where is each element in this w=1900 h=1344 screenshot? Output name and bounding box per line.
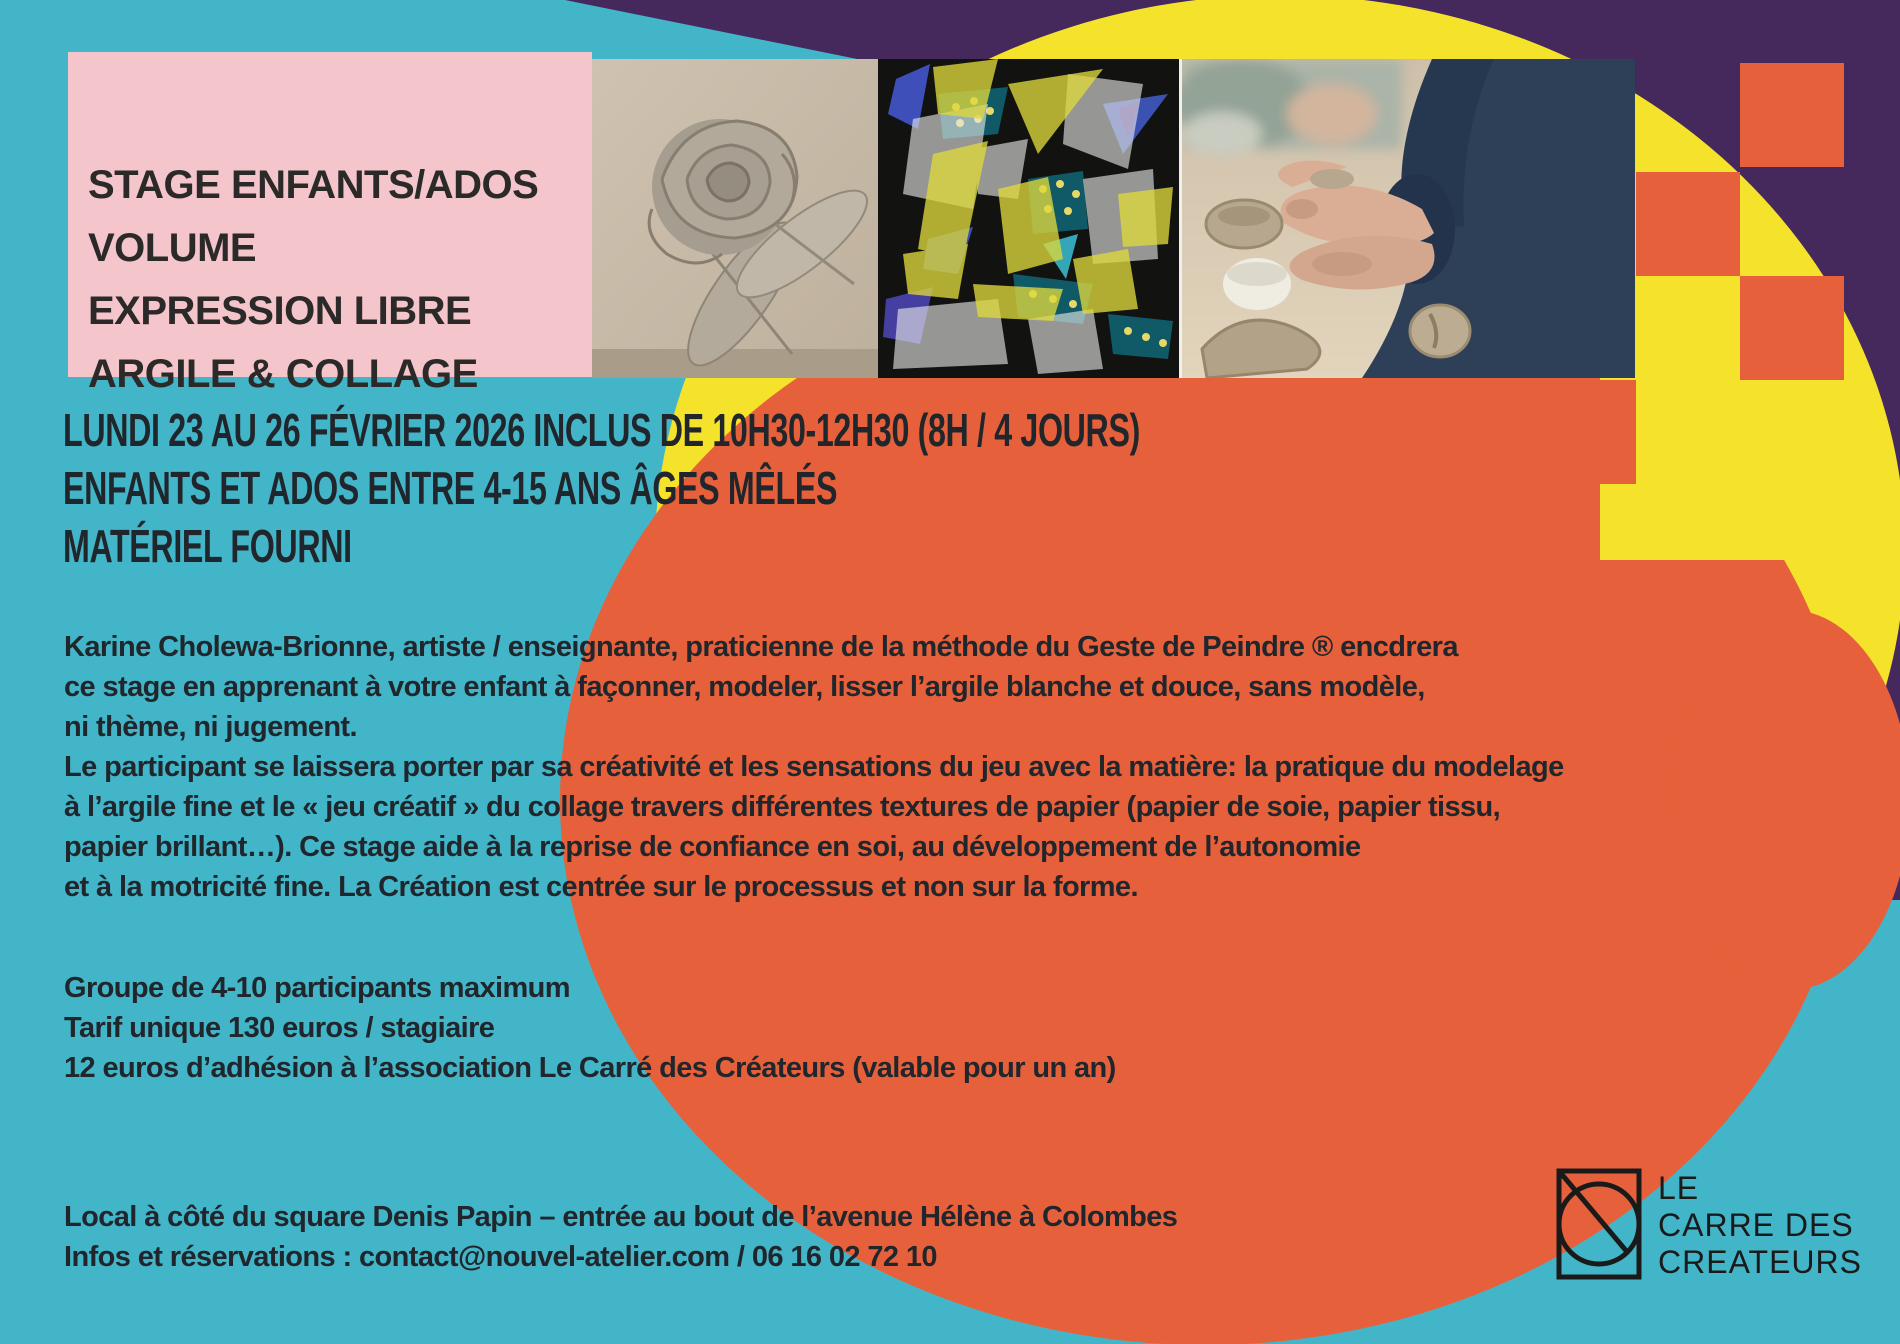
pricing-line-2: Tarif unique 130 euros / stagiaire [64, 1012, 495, 1044]
background-child-icon [1182, 59, 1402, 156]
title-badge [68, 52, 592, 396]
description-line: ce stage en apprenant à votre enfant à façonner, modeler, lisser l’argile blanche et douce, sans modèle, [64, 671, 1425, 703]
logo-wordmark [1658, 1170, 1862, 1281]
description-line: Karine Cholewa-Brionne, artiste / enseignante, praticienne de la méthode du Geste de Peindre ® encdrera [64, 631, 1458, 663]
badge-line-1: STAGE ENFANTS/ADOS [88, 163, 539, 207]
badge-line-3: EXPRESSION LIBRE [88, 289, 472, 333]
pricing-block [64, 968, 1116, 1088]
schedule-line-2: ENFANTS ET ADOS ENTRE 4-15 ANS ÂGES MÊLÉS [63, 462, 838, 514]
badge-line-4: ARGILE & COLLAGE [88, 352, 478, 396]
checker-square-4 [1532, 380, 1636, 484]
photo-hands-clay [1179, 59, 1635, 378]
logo-line-1: LE [1658, 1170, 1700, 1206]
description-line: à l’argile fine et le « jeu créatif » du collage travers différentes textures de papier (papier de soie, papier tissu, [64, 791, 1501, 823]
contact-line: Infos et réservations : contact@nouvel-atelier.com / 06 16 02 72 10 [64, 1241, 937, 1273]
schedule-line-1: LUNDI 23 AU 26 FÉVRIER 2026 INCLUS DE 10H30-12H30 (8H / 4 JOURS) [63, 404, 1140, 456]
checker-square-2 [1636, 172, 1740, 276]
logo-line-2: CARRE DES [1658, 1207, 1854, 1243]
description-line: ni thème, ni jugement. [64, 711, 357, 743]
photo-collage [878, 59, 1179, 378]
description-line: et à la motricité fine. La Création est centrée sur le processus et non sur la forme. [64, 871, 1138, 903]
schedule-heading [63, 401, 1140, 575]
schedule-line-3: MATÉRIEL FOURNI [63, 520, 352, 572]
badge-line-2: VOLUME [88, 226, 257, 270]
logo-line-3: CREATEURS [1658, 1244, 1862, 1280]
orange-bulge-shape [1670, 610, 1900, 990]
description-paragraph [64, 627, 1564, 907]
description-line: papier brillant…). Ce stage aide à la reprise de confiance en soi, au développement de l’autonomie [64, 831, 1361, 863]
pricing-line-3: 12 euros d’adhésion à l’association Le Carré des Créateurs (valable pour un an) [64, 1052, 1116, 1084]
checker-square-3 [1740, 276, 1844, 380]
pricing-line-1: Groupe de 4-10 participants maximum [64, 972, 570, 1004]
photo-clay-rose [592, 59, 878, 378]
carre-des-createurs-logo-icon [1556, 1168, 1642, 1280]
contact-block [64, 1197, 1177, 1277]
description-line: Le participant se laissera porter par sa créativité et les sensations du jeu avec la matière: la pratique du modelage [64, 751, 1564, 783]
checker-square-1 [1740, 63, 1844, 167]
address-line: Local à côté du square Denis Papin – entrée au bout de l’avenue Hélène à Colombes [64, 1201, 1178, 1233]
